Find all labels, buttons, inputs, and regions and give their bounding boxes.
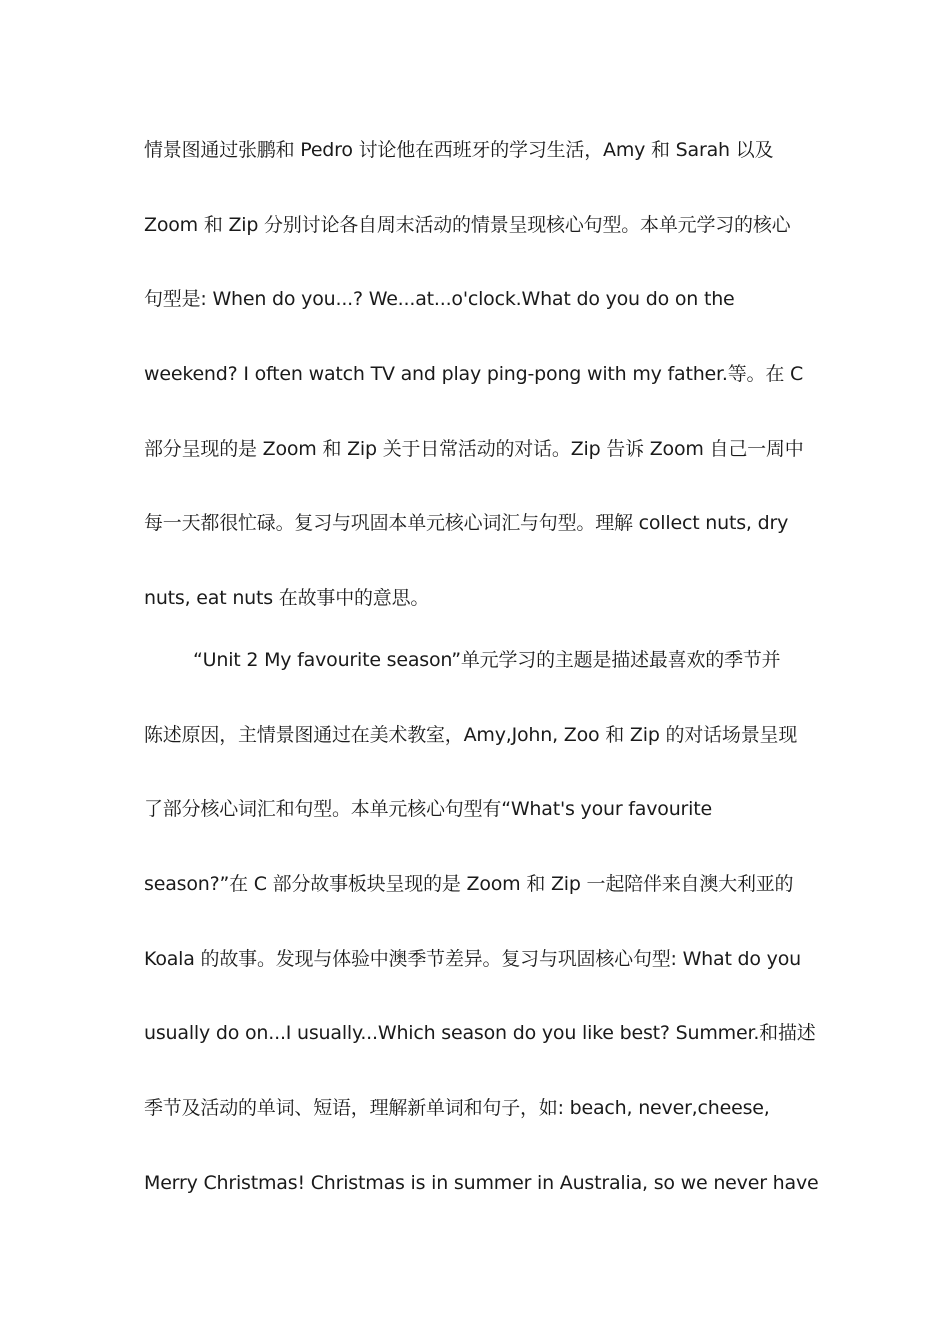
paragraph-line: “Unit 2 My favourite season”单元学习的主题是描述最喜欢的季节并 [193,649,781,671]
paragraph-line: Merry Christmas! Christmas is in summer in Australia, so we never have [144,1172,819,1194]
paragraph-line: Zoom 和 Zip 分别讨论各自周末活动的情景呈现核心句型。本单元学习的核心 [144,214,791,236]
paragraph-line: nuts, eat nuts 在故事中的意思。 [144,587,430,609]
paragraph-line: 情景图通过张鹏和 Pedro 讨论他在西班牙的学习生活，Amy 和 Sarah 以及 [144,139,774,161]
paragraph-line: 陈述原因，主情景图通过在美术教室，Amy,John, Zoo 和 Zip 的对话场景呈现 [144,724,798,746]
paragraph-line: 句型是: When do you...? We...at...o'clock.What do you do on the [144,288,735,310]
paragraph-line: weekend? I often watch TV and play ping-pong with my father.等。在 C [144,363,804,385]
paragraph-line: 了部分核心词汇和句型。本单元核心句型有“What's your favourite [144,798,712,820]
paragraph-line: 季节及活动的单词、短语，理解新单词和句子，如: beach, never,cheese, [144,1097,770,1119]
paragraph-line: usually do on...I usually...Which season do you like best? Summer.和描述 [144,1022,816,1044]
paragraph-line: season?”在 C 部分故事板块呈现的是 Zoom 和 Zip 一起陪伴来自澳大利亚的 [144,873,794,895]
paragraph-line: Koala 的故事。发现与体验中澳季节差异。复习与巩固核心句型: What do you [144,948,801,970]
paragraph-line: 每一天都很忙碌。复习与巩固本单元核心词汇与句型。理解 collect nuts, dry [144,512,789,534]
paragraph-line: 部分呈现的是 Zoom 和 Zip 关于日常活动的对话。Zip 告诉 Zoom 自己一周中 [144,438,804,460]
